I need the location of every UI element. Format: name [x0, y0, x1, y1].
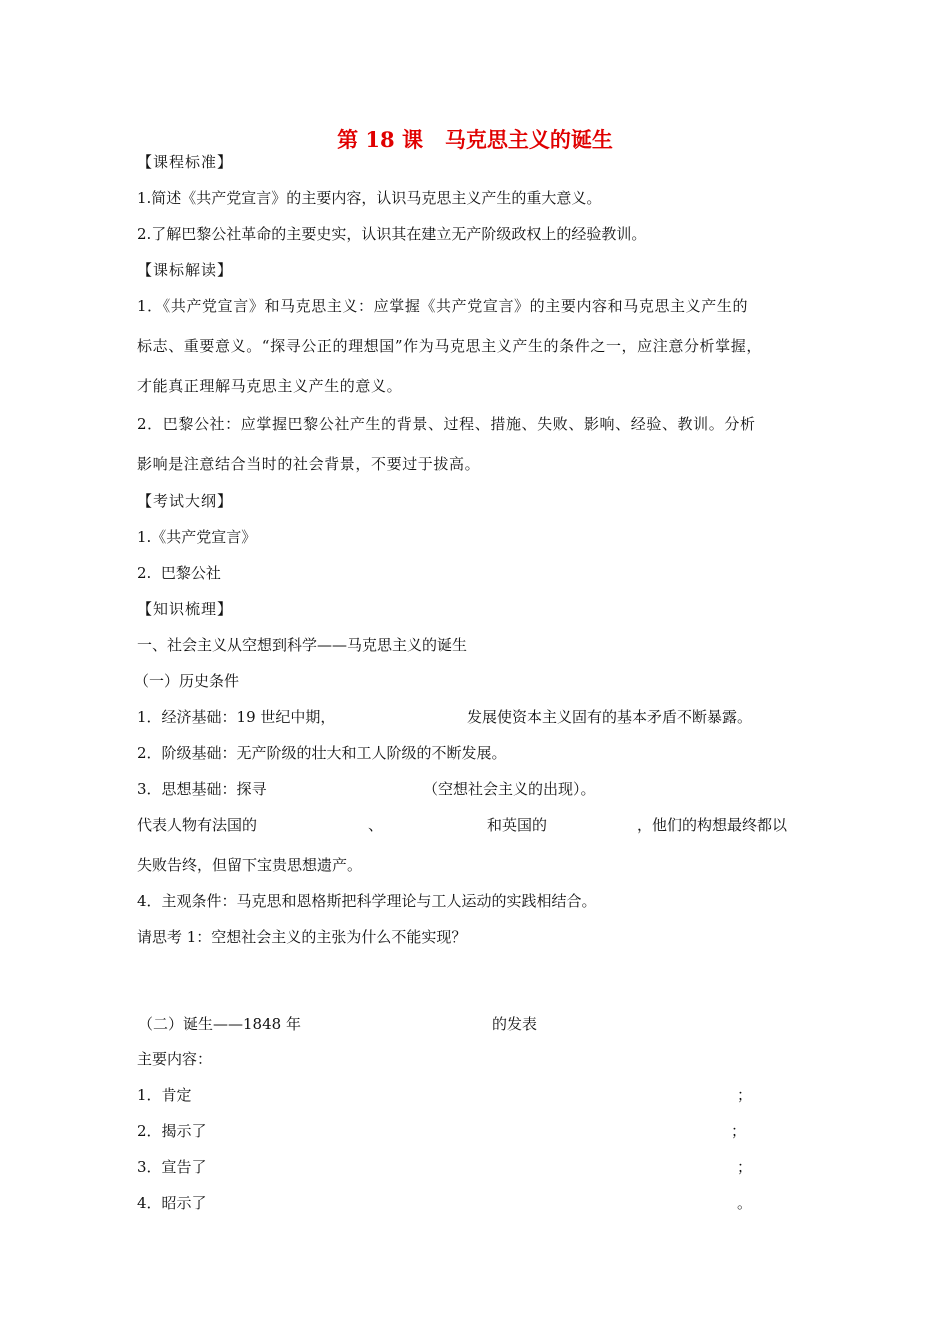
condition-thought-label: 3．思想基础：探寻: [137, 780, 267, 798]
standard-item: 1.简述《共产党宣言》的主要内容，认识马克思主义产生的重大意义。: [137, 189, 602, 207]
condition-thought-rest: （空想社会主义的出现）。: [423, 780, 596, 798]
think-question: 请思考 1：空想社会主义的主张为什么不能实现？: [137, 928, 467, 946]
representatives-separator: 、: [368, 816, 384, 834]
main-content-label: 主要内容：: [137, 1050, 213, 1068]
interpret-line: 才能真正理解马克思主义产生的意义。: [137, 377, 403, 395]
exam-outline-heading: 【考试大纲】: [137, 492, 234, 510]
knowledge-heading: 【知识梳理】: [137, 600, 234, 618]
standard-item: 2.了解巴黎公社革命的主要史实，认识其在建立无产阶级政权上的经验教训。: [137, 225, 647, 243]
course-standard-heading: 【课程标准】: [137, 153, 234, 171]
interpret-line: 1．《共产党宣言》和马克思主义：应掌握《共产党宣言》的主要内容和马克思主义产生的: [137, 297, 749, 315]
representatives-england: 和英国的: [487, 816, 548, 834]
sub2-title-rest: 的发表: [492, 1015, 538, 1033]
content-item-label: 4．昭示了: [137, 1194, 207, 1212]
part1-title: 一、社会主义从空想到科学——马克思主义的诞生: [137, 636, 468, 654]
representatives-result: ，他们的构想最终都以: [637, 816, 788, 834]
content-item-label: 2．揭示了: [137, 1122, 207, 1140]
content-item-label: 3．宣告了: [137, 1158, 207, 1176]
content-item-end: ；: [737, 1086, 753, 1104]
condition-economic-label: 1．经济基础：19 世纪中期，: [137, 708, 336, 726]
condition-economic-rest: 发展使资本主义固有的基本矛盾不断暴露。: [467, 708, 753, 726]
sub1-title: （一）历史条件: [134, 672, 240, 690]
exam-item: 1.《共产党宣言》: [137, 528, 257, 546]
interpret-heading: 【课标解读】: [137, 261, 234, 279]
page-title: 第 18 课 马克思主义的诞生: [337, 127, 613, 152]
condition-subjective: 4．主观条件：马克思和恩格斯把科学理论与工人运动的实践相结合。: [137, 892, 597, 910]
exam-item: 2. 巴黎公社: [137, 564, 221, 582]
interpret-line: 标志、重要意义。“探寻公正的理想国”作为马克思主义产生的条件之一，应注意分析掌握，: [137, 337, 762, 355]
representatives-france: 代表人物有法国的: [137, 816, 258, 834]
representatives-line2: 失败告终，但留下宝贵思想遗产。: [137, 856, 363, 874]
interpret-line: 2．巴黎公社：应掌握巴黎公社产生的背景、过程、措施、失败、影响、经验、教训。分析: [137, 415, 756, 433]
content-item-end: 。: [737, 1194, 753, 1212]
condition-class: 2．阶级基础：无产阶级的壮大和工人阶级的不断发展。: [137, 744, 507, 762]
content-item-label: 1．肯定: [137, 1086, 192, 1104]
interpret-line: 影响是注意结合当时的社会背景，不要过于拔高。: [137, 455, 481, 473]
content-item-end: ；: [731, 1122, 747, 1140]
sub2-title-label: （二）诞生——1848 年: [138, 1015, 301, 1033]
content-item-end: ；: [737, 1158, 753, 1176]
